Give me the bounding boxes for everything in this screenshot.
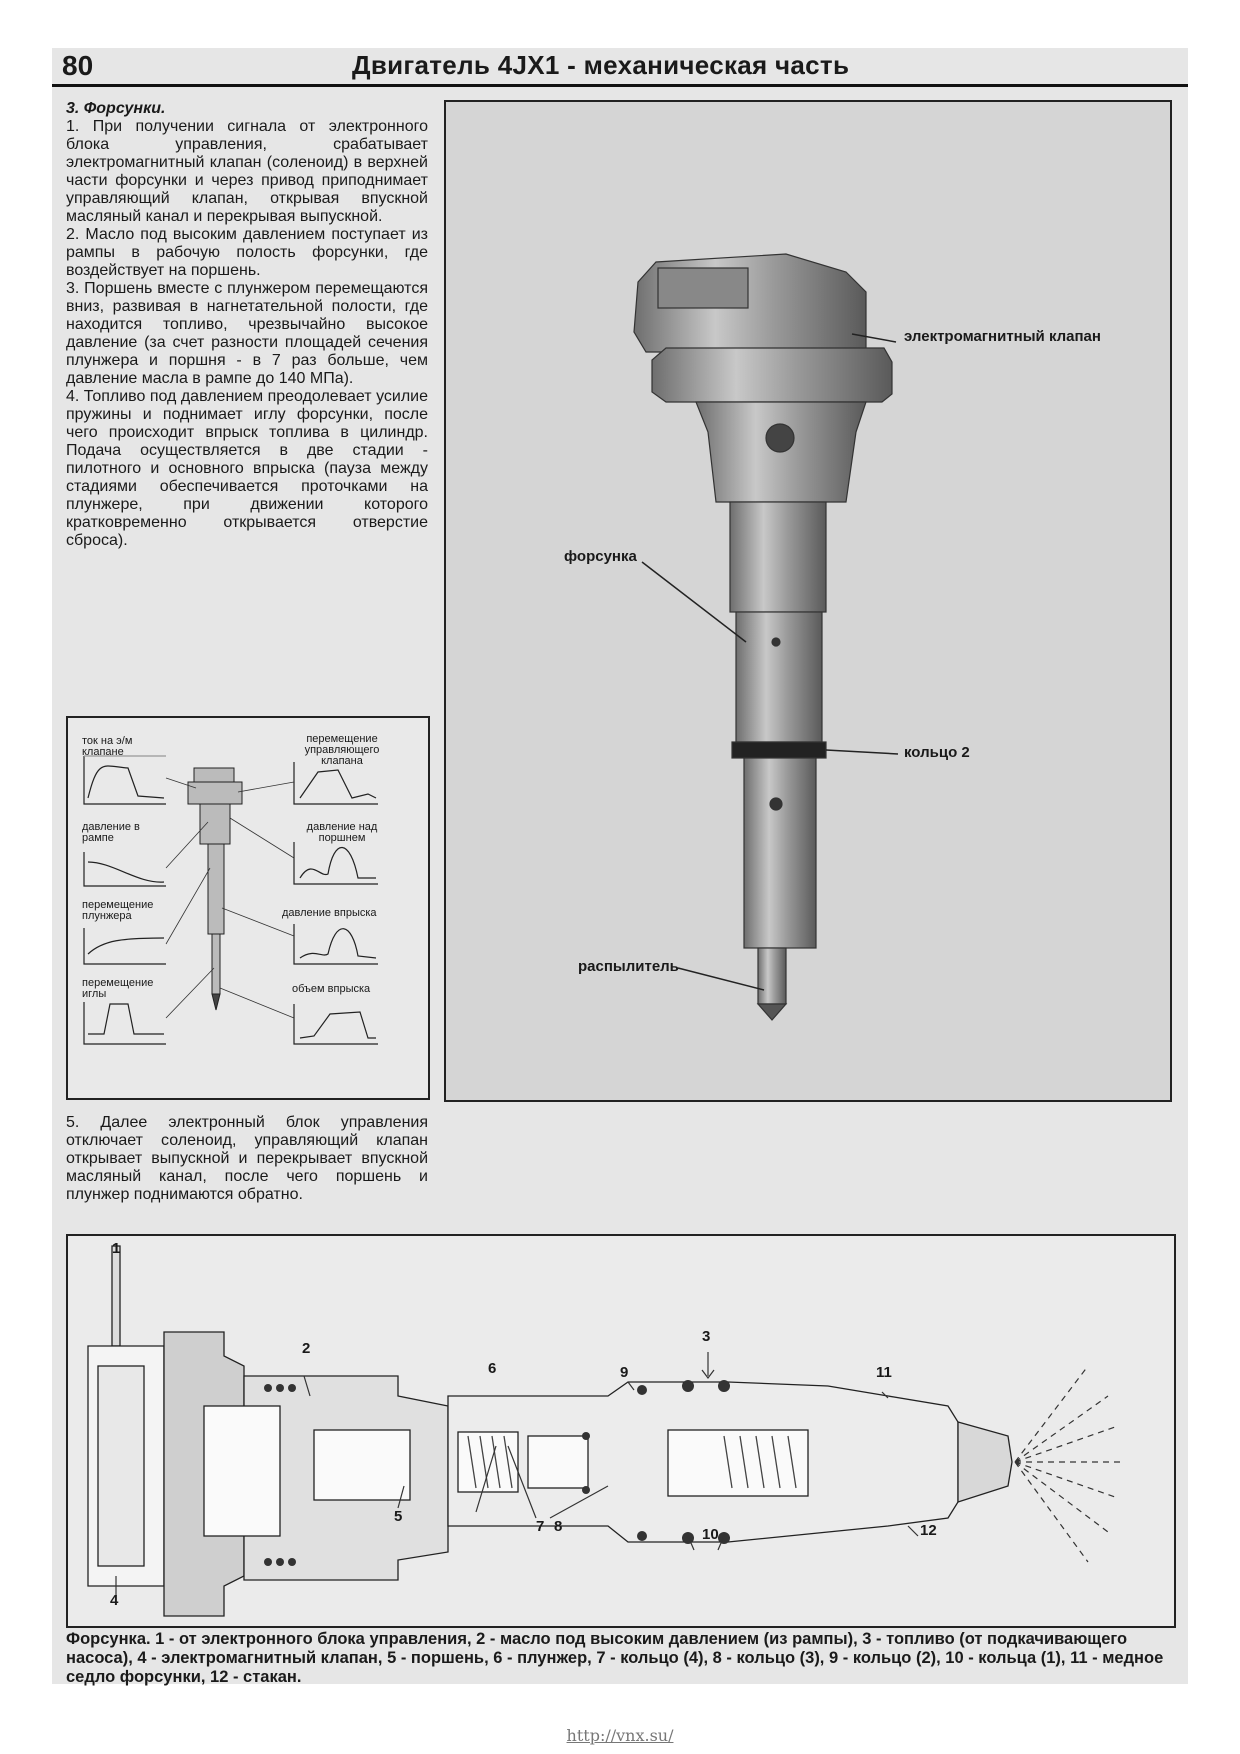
- graph-valve-current-curve: [88, 766, 164, 798]
- paragraph-1: 1. При получении сигнала от электронного блока управления, срабатывает электромагнитный клапан (соленоид) в верхней части форсунки и через привод приподнимает управляющий клапан, открывая впускной масляный канал и перекрывая выпускной.: [66, 118, 428, 225]
- graph-label-needle-travel: перемещение иглы: [82, 977, 154, 1000]
- paragraph-3: 3. Поршень вместе с плунжером перемещаются вниз, развивая в нагнетательной полости, где находится топливо, чрезвычайно высокое давление (за счет разности площадей сечения плунжера и поршня - в 7 раз больше, чем давление масла в рампе до 140 МПа).: [66, 280, 428, 387]
- diagram-number-8: 8: [554, 1518, 563, 1535]
- diagram-number-3: 3: [702, 1328, 711, 1345]
- label-ring-2: кольцо 2: [904, 744, 970, 761]
- caption-text: Форсунка. 1 - от электронного блока управления, 2 - масло под высоким давлением (из рампы), 3 - топливо (от подкачивающего насоса), 4 - электромагнитный клапан, 5 - поршень, 6 - плунжер, 7 - кольцо (4), 8 - кольцо (3), 9 - кольцо (2), 10 - кольца (1), 11 - медное седло форсунки, 12 - стакан.: [66, 1630, 1164, 1686]
- graph-label-plunger-travel: перемещение плунжера: [82, 899, 154, 922]
- diagram-number-12: 12: [920, 1522, 937, 1539]
- graph-label-injection-volume: объем впрыска: [292, 983, 371, 995]
- nozzle-tip: [958, 1422, 1012, 1502]
- graph-injection-volume-curve: [300, 1012, 376, 1038]
- graph-label-piston-pressure: давление над поршнем: [306, 821, 378, 844]
- graph-needle-travel-curve: [88, 1004, 164, 1034]
- source-link[interactable]: http://vnx.su/: [566, 1726, 674, 1745]
- section-text: [66, 100, 428, 550]
- section-heading: 3. Форсунки.: [66, 100, 166, 117]
- label-sprayer: распылитель: [578, 958, 679, 975]
- diagram-number-2: 2: [302, 1340, 311, 1357]
- graph-piston-pressure-curve: [300, 847, 376, 878]
- paragraph-5-block: [66, 1114, 428, 1204]
- diagram-number-1: 1: [112, 1240, 121, 1257]
- cross-section-drawing: [68, 1236, 1174, 1626]
- sprayer-tip: [758, 948, 786, 1004]
- valve-body: [652, 348, 892, 402]
- diagram-number-10: 10: [702, 1526, 719, 1543]
- graph-label-rail-pressure: давление в рампе: [82, 821, 140, 844]
- page-number: 80: [62, 50, 94, 81]
- diagram-number-5: 5: [394, 1508, 403, 1525]
- timing-graphs-panel: [66, 716, 430, 1100]
- label-injector: форсунка: [564, 548, 637, 565]
- plunger: [528, 1436, 588, 1488]
- page-header: [52, 48, 1188, 87]
- o-ring: [732, 742, 826, 758]
- diagram-number-11: 11: [876, 1364, 892, 1381]
- injector-photo: [444, 100, 1172, 1102]
- injector-body-middle: [736, 612, 822, 742]
- injector-body-lower: [744, 758, 816, 948]
- timing-graphs-drawing: [68, 718, 428, 1098]
- graph-rail-pressure-curve: [88, 862, 164, 882]
- paragraph-5: 5. Далее электронный блок управления отключает соленоид, управляющий клапан открывает выпускной и перекрывает впускной масляный канал, после чего поршень и плунжер поднимаются обратно.: [66, 1114, 428, 1203]
- graph-label-valve-current: ток на э/м клапане: [82, 735, 133, 758]
- graph-control-valve-curve: [300, 770, 376, 798]
- piston: [458, 1432, 518, 1492]
- injector-photo-drawing: [446, 102, 1172, 1102]
- graph-label-injection-pressure: давление впрыска: [282, 907, 377, 919]
- diagram-number-6: 6: [488, 1360, 497, 1377]
- graph-injection-pressure-curve: [300, 929, 376, 958]
- wire-1: [112, 1246, 120, 1346]
- diagram-number-7: 7: [536, 1518, 545, 1535]
- injector-cross-section: [66, 1234, 1176, 1628]
- page-title: Двигатель 4JX1 - механическая часть: [352, 50, 850, 80]
- graph-plunger-travel-curve: [88, 938, 164, 954]
- figure-caption: [66, 1630, 1178, 1687]
- diagram-number-9: 9: [620, 1364, 629, 1381]
- injector-body-upper: [730, 502, 826, 612]
- spray-lines: [1015, 1366, 1122, 1562]
- paragraph-2: 2. Масло под высоким давлением поступает из рампы в рабочую полость форсунки, где воздействует на поршень.: [66, 226, 428, 279]
- sketch-solenoid: [194, 768, 234, 782]
- page: [52, 48, 1188, 1684]
- paragraph-4: 4. Топливо под давлением преодолевает усилие пружины и поднимает иглу форсунки, после чего происходит впрыск топлива в цилиндр. Подача осуществляется в две стадии - пилотного и основного впрыска (пауза между стадиями обеспечивается проточками на плунжере, при движении которого кратковременно открывается отверстие сброса).: [66, 388, 428, 549]
- diagram-number-4: 4: [110, 1592, 119, 1609]
- label-solenoid-valve: электромагнитный клапан: [904, 328, 1101, 345]
- graph-label-control-valve: перемещение управляющего клапана: [304, 733, 380, 767]
- piston-chamber: [314, 1430, 410, 1500]
